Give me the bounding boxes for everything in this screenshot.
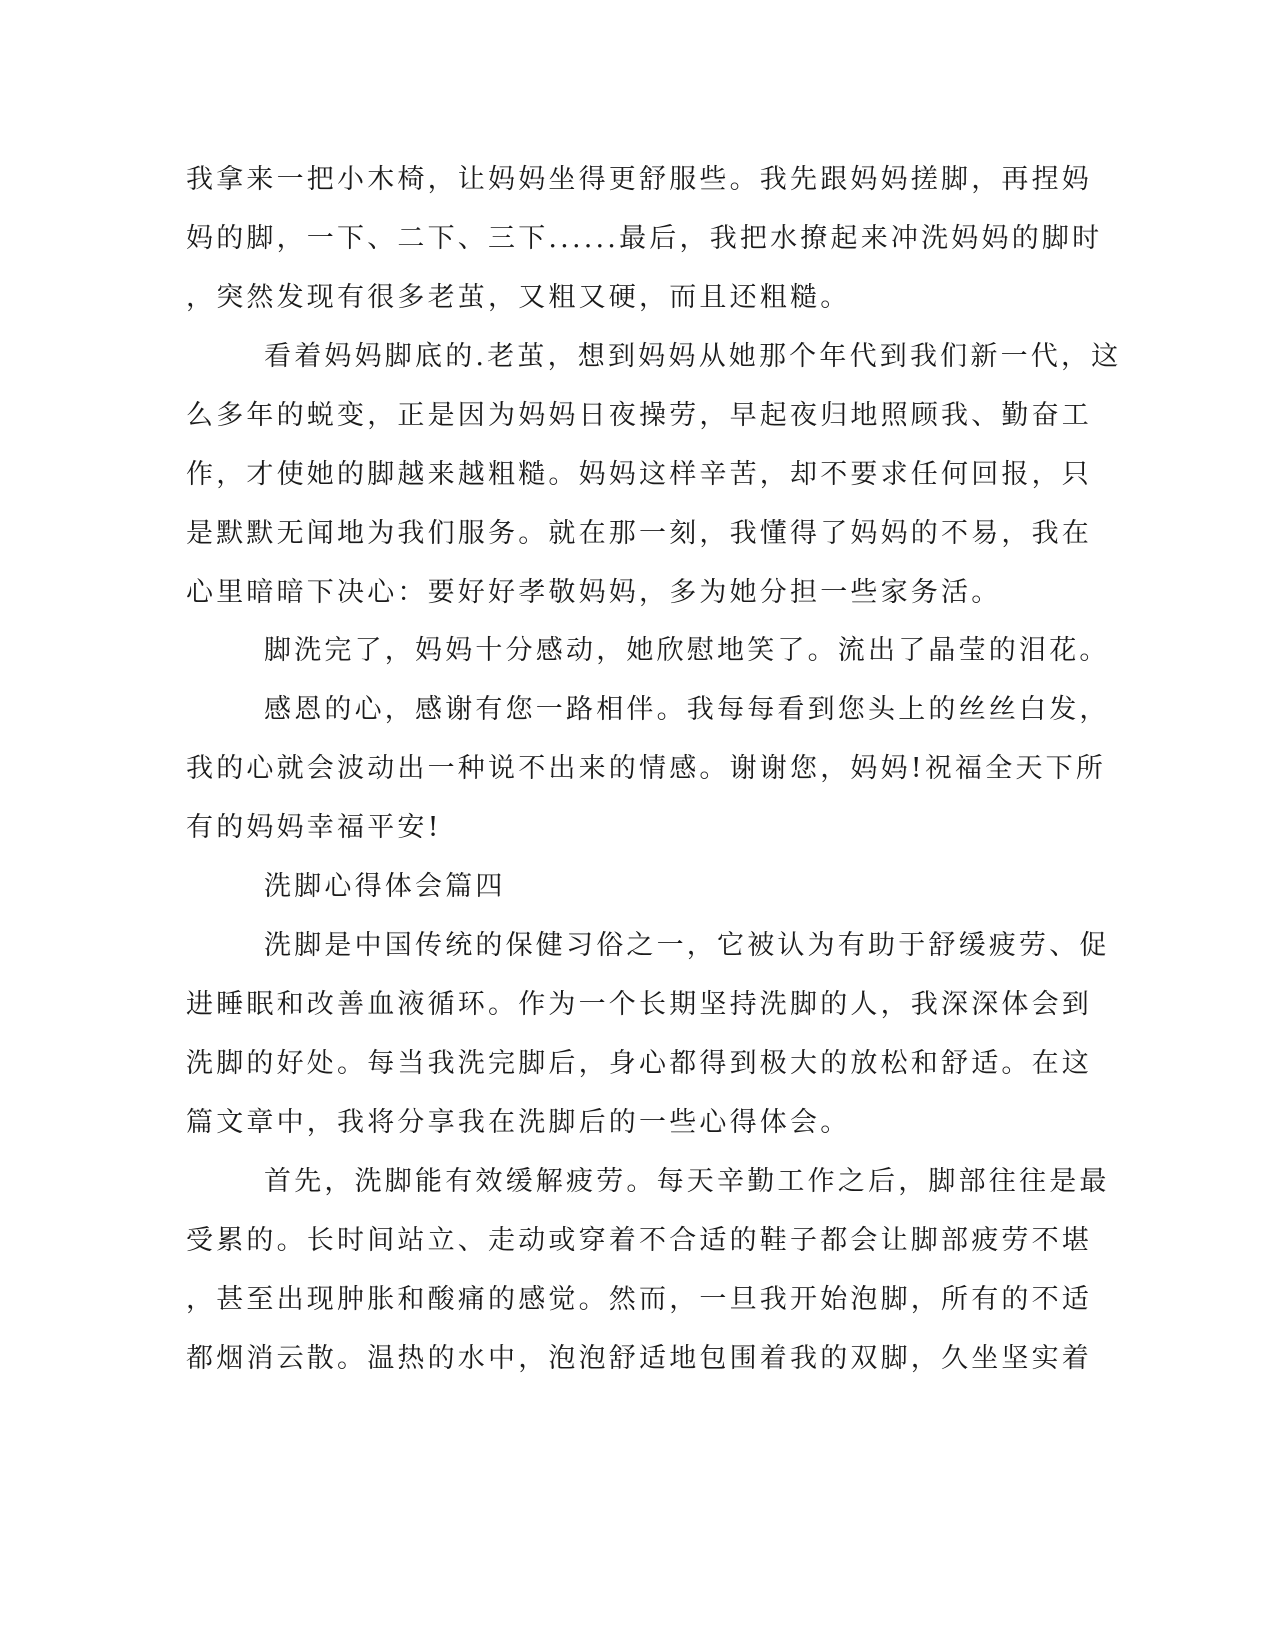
- text-line: 受累的。长时间站立、走动或穿着不合适的鞋子都会让脚部疲劳不堪: [186, 1225, 1092, 1256]
- text-line: 有的妈妈幸福平安!: [186, 812, 442, 843]
- text-line: 都烟消云散。温热的水中，泡泡舒适地包围着我的双脚，久坐坚实着: [186, 1343, 1092, 1374]
- text-line: 首先，洗脚能有效缓解疲劳。每天辛勤工作之后，脚部往往是最: [264, 1166, 1110, 1197]
- text-line: 作，才使她的脚越来越粗糙。妈妈这样辛苦，却不要求任何回报，只: [186, 459, 1092, 490]
- section-heading: 洗脚心得体会篇四: [264, 871, 506, 902]
- text-line: 我拿来一把小木椅，让妈妈坐得更舒服些。我先跟妈妈搓脚，再捏妈: [186, 164, 1092, 195]
- text-line: 洗脚是中国传统的保健习俗之一，它被认为有助于舒缓疲劳、促: [264, 930, 1110, 961]
- text-line: 心里暗暗下决心：要好好孝敬妈妈，多为她分担一些家务活。: [186, 577, 1002, 608]
- text-line: 脚洗完了，妈妈十分感动，她欣慰地笑了。流出了晶莹的泪花。: [264, 635, 1110, 666]
- text-line: 是默默无闻地为我们服务。就在那一刻，我懂得了妈妈的不易，我在: [186, 518, 1092, 549]
- text-line: 感恩的心，感谢有您一路相伴。我每每看到您头上的丝丝白发，: [264, 694, 1110, 725]
- text-line: 我的心就会波动出一种说不出来的情感。谢谢您，妈妈!祝福全天下所: [186, 753, 1107, 784]
- text-line: 妈的脚，一下、二下、三下......最后，我把水撩起来冲洗妈妈的脚时: [186, 223, 1103, 254]
- text-line: ，甚至出现肿胀和酸痛的感觉。然而，一旦我开始泡脚，所有的不适: [186, 1284, 1092, 1315]
- text-line: 洗脚的好处。每当我洗完脚后，身心都得到极大的放松和舒适。在这: [186, 1048, 1092, 1079]
- text-line: ，突然发现有很多老茧，又粗又硬，而且还粗糙。: [186, 282, 851, 313]
- text-line: 么多年的蜕变，正是因为妈妈日夜操劳，早起夜归地照顾我、勤奋工: [186, 400, 1092, 431]
- text-line: 进睡眠和改善血液循环。作为一个长期坚持洗脚的人，我深深体会到: [186, 989, 1092, 1020]
- text-line: 看着妈妈脚底的.老茧，想到妈妈从她那个年代到我们新一代，这: [264, 341, 1122, 372]
- text-line: 篇文章中，我将分享我在洗脚后的一些心得体会。: [186, 1107, 851, 1138]
